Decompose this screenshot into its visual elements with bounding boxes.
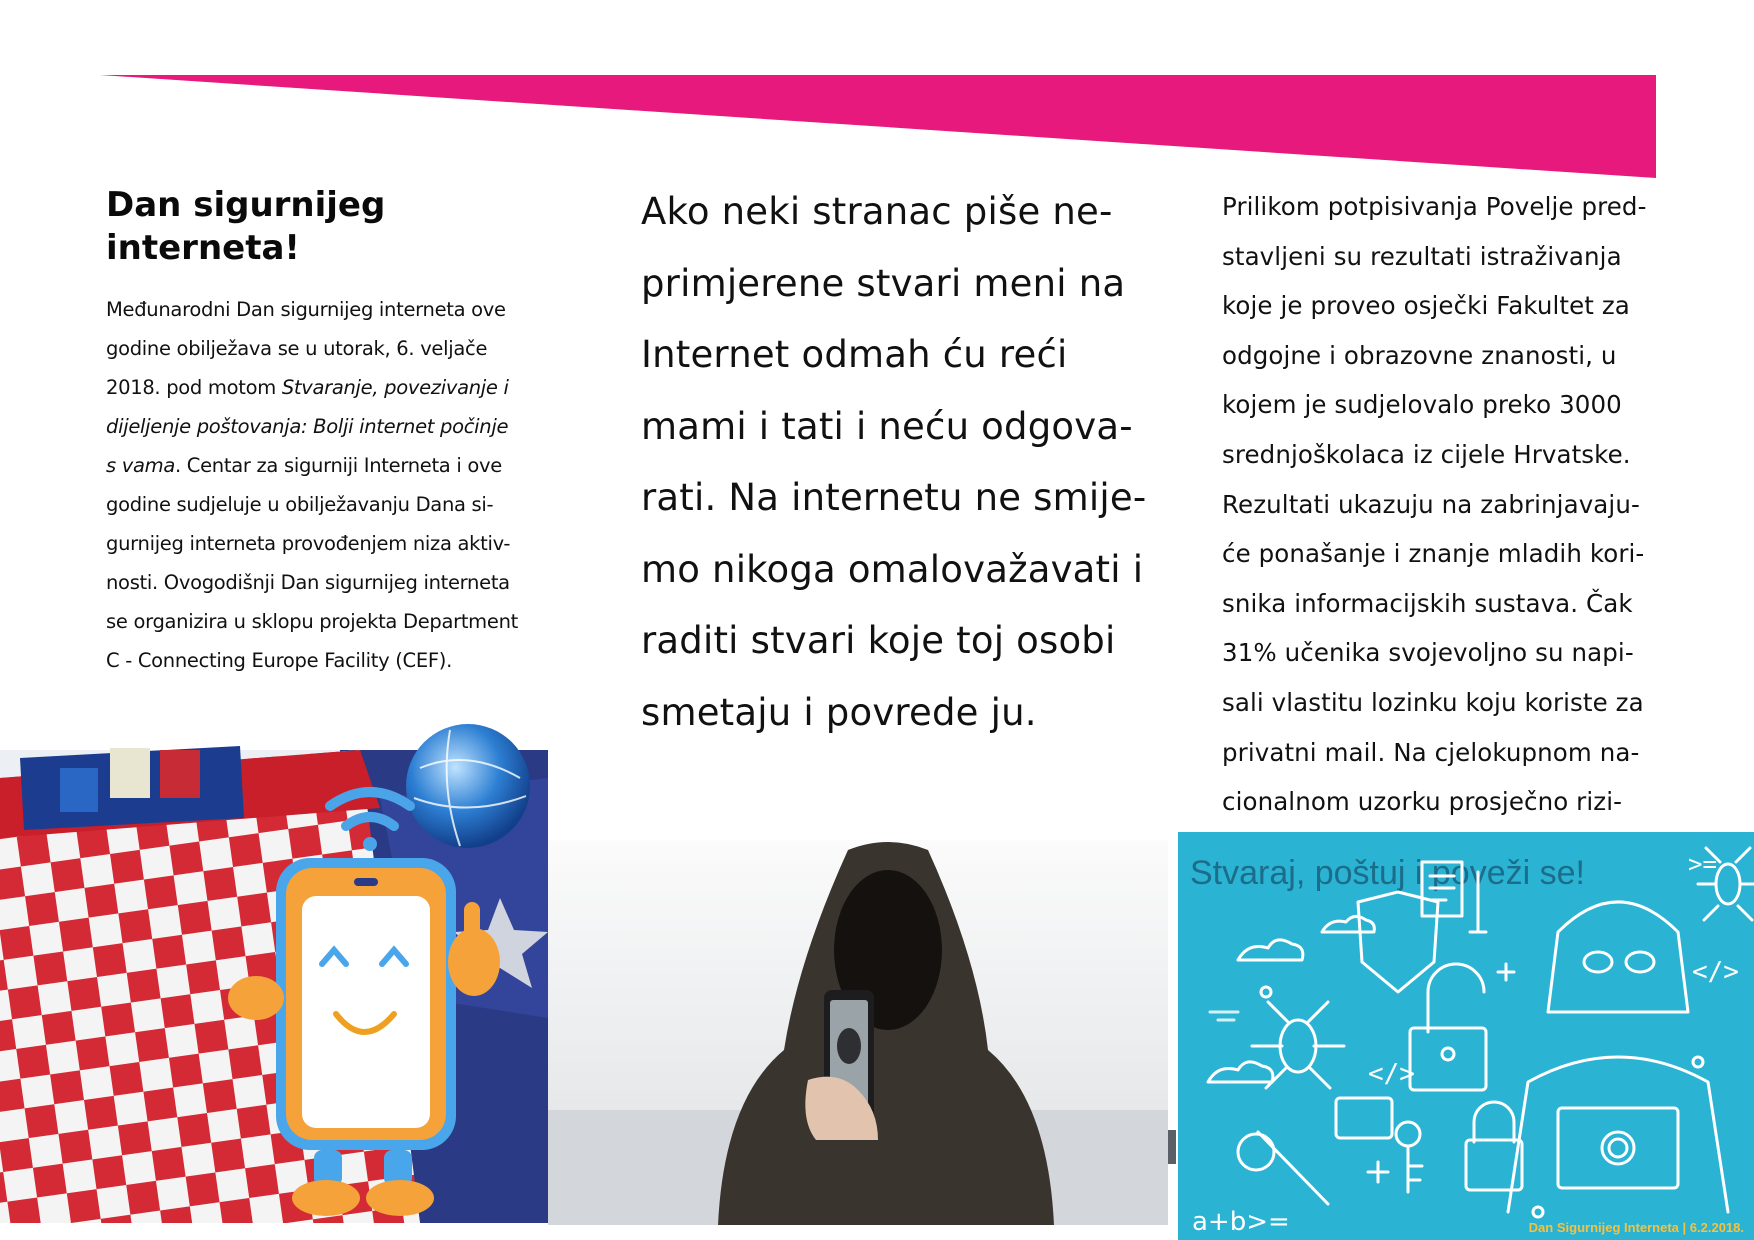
- motto-text: Stvaranje, povezivanje i: [281, 376, 509, 399]
- text-run: 2018. pod motom: [106, 376, 282, 399]
- motto-text: s vama: [106, 454, 175, 477]
- title-line: interneta!: [106, 228, 300, 268]
- research-line: sali vlastitu lozinku koju koriste za: [1222, 687, 1644, 717]
- text-line: godine sudjeluje u obilježavanju Dana si-: [106, 493, 494, 516]
- motto-text: dijeljenje poštovanja: Bolji internet počinje: [106, 415, 509, 438]
- code-symbol: </>: [1368, 1059, 1415, 1089]
- text-line: godine obilježava se u utorak, 6. veljače: [106, 337, 488, 360]
- title-line: Dan sigurnijeg: [106, 185, 386, 225]
- advice-line: mo nikoga omalovažavati i: [641, 547, 1144, 591]
- poster-slogan: Stvaraj, poštuj i poveži se!: [1190, 854, 1585, 892]
- prompt-symbol: >=: [1688, 850, 1717, 878]
- intro-paragraph: [106, 290, 536, 680]
- article-title: [106, 184, 536, 270]
- text-run: . Centar za sigurniji Interneta i ove: [175, 454, 502, 477]
- text-line: gurnijeg interneta provođenjem niza aktiv-: [106, 532, 511, 555]
- research-line: će ponašanje i znanje mladih kori-: [1222, 539, 1645, 569]
- cyber-security-poster: [1178, 832, 1754, 1240]
- hooded-stranger-image: [548, 840, 1168, 1225]
- advice-line: raditi stvari koje toj osobi: [641, 619, 1116, 662]
- divider-mark: [1168, 1130, 1176, 1164]
- smartphone-mascot-image: [0, 718, 548, 1223]
- text-line: [106, 368, 536, 407]
- research-line: srednjoškolaca iz cijele Hrvatske.: [1222, 439, 1631, 469]
- text-line: [106, 446, 536, 485]
- intro-column: [106, 184, 536, 680]
- pink-banner: [0, 0, 1754, 200]
- formula-text: a+b>=: [1192, 1207, 1290, 1237]
- code-symbol: </>: [1692, 957, 1739, 987]
- text-line: C - Connecting Europe Facility (CEF).: [106, 649, 453, 672]
- text-line: Međunarodni Dan sigurnijeg interneta ove: [106, 298, 506, 321]
- advice-line: primjerene stvari meni na: [641, 261, 1126, 305]
- text-line: se organizira u sklopu projekta Department: [106, 610, 518, 633]
- text-line: [106, 407, 536, 446]
- text-line: nosti. Ovogodišnji Dan sigurnijeg interneta: [106, 571, 510, 594]
- advice-line: mami i tati i neću odgova-: [641, 404, 1133, 448]
- research-line: koje je proveo osječki Fakultet za: [1222, 291, 1630, 321]
- advice-column: [641, 176, 1147, 748]
- research-line: cionalnom uzorku prosječno rizi-: [1222, 787, 1623, 817]
- research-line: 31% učenika svojevoljno su napi-: [1222, 638, 1634, 668]
- research-line: Rezultati ukazuju na zabrinjavaju-: [1222, 489, 1640, 519]
- advice-line: Internet odmah ću reći: [641, 333, 1068, 376]
- research-line: kojem je sudjelovalo preko 3000: [1222, 390, 1622, 420]
- research-line: snika informacijskih sustava. Čak: [1222, 588, 1633, 618]
- research-line: Prilikom potpisivanja Povelje pred-: [1222, 192, 1647, 221]
- poster-footer: Dan Sigurnijeg Interneta | 6.2.2018.: [1528, 1220, 1744, 1235]
- advice-line: Ako neki stranac piše ne-: [641, 190, 1113, 233]
- research-line: privatni mail. Na cjelokupnom na-: [1222, 737, 1640, 767]
- advice-line: smetaju i povrede ju.: [641, 690, 1037, 734]
- research-line: odgojne i obrazovne znanosti, u: [1222, 340, 1617, 370]
- research-column: [1222, 182, 1662, 827]
- research-line: stavljeni su rezultati istraživanja: [1222, 241, 1622, 271]
- advice-line: rati. Na internetu ne smije-: [641, 476, 1147, 519]
